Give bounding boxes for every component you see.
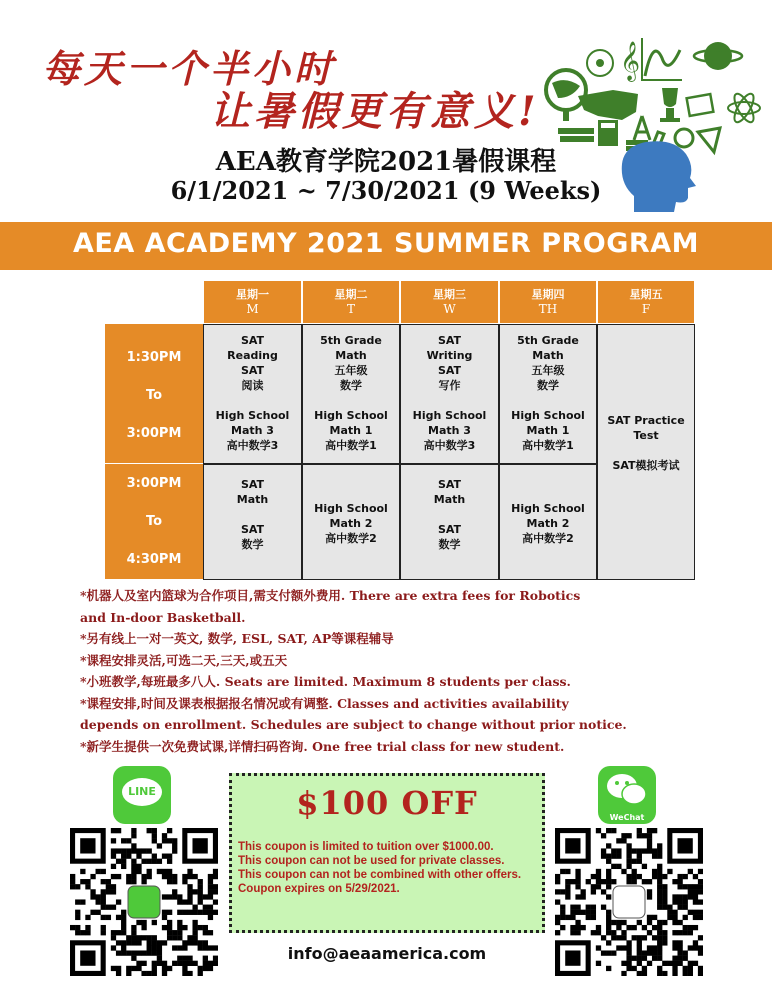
trophy-icon: [662, 88, 678, 107]
class-line: [598, 443, 694, 458]
class-line: High School: [412, 409, 487, 422]
class-line: High School: [511, 409, 585, 422]
slot-start: 3:00PM: [126, 476, 182, 491]
slogan-line-1: 每天一个半小时: [42, 46, 337, 91]
music-note-icon: 𝄞: [620, 41, 641, 81]
class-lines: [500, 501, 596, 546]
class-line: 五年级: [531, 364, 565, 377]
note-line: *小班教学,每班最多八人. Seats are limited. Maximum 8 students per class.: [80, 674, 571, 689]
class-line: 高中数学1: [522, 439, 574, 452]
class-line: SAT: [240, 364, 265, 377]
banner-text: AEA ACADEMY 2021 SUMMER PROGRAM: [73, 228, 699, 259]
class-lines: [500, 333, 596, 453]
class-cell-thu-slot2: [499, 464, 597, 580]
slot-start: 1:30PM: [126, 350, 182, 365]
class-cell-wed-slot1: [400, 324, 499, 464]
day-abbr: M: [246, 302, 259, 316]
schedule-table: [105, 280, 695, 580]
coupon-title: $100 OFF: [296, 784, 478, 822]
class-line: SAT Practice: [607, 414, 685, 427]
class-line: SAT: [437, 478, 462, 491]
class-lines: [401, 333, 498, 453]
class-line: High School: [314, 409, 388, 422]
slot-to: To: [145, 388, 163, 403]
coupon-terms: [238, 840, 538, 896]
class-line: 5th Grade: [320, 334, 382, 347]
coupon-term: This coupon is limited to tuition over $1000.00.: [238, 841, 494, 853]
day-abbr: T: [346, 302, 355, 316]
class-line: 数学: [340, 379, 362, 392]
time-slot-1: [105, 324, 203, 464]
planet-icon: [704, 42, 732, 70]
coupon-term: Coupon expires on 5/29/2021.: [238, 883, 400, 895]
class-line: Math 2: [526, 517, 570, 530]
program-banner: [0, 222, 772, 270]
class-line: Math 1: [329, 424, 373, 437]
class-line: SAT: [240, 478, 265, 491]
class-line: 数学: [438, 538, 461, 551]
class-line: Math: [335, 349, 367, 362]
slot-end: 4:30PM: [126, 552, 182, 567]
slot-end: 3:00PM: [126, 426, 182, 441]
class-line: [401, 393, 498, 408]
class-line: 五年级: [334, 364, 368, 377]
day-abbr: W: [443, 302, 456, 316]
program-notes: [80, 585, 750, 757]
atom-icon: [728, 91, 760, 125]
class-line: 高中数学2: [325, 532, 377, 545]
class-line: Math 3: [428, 424, 471, 437]
class-cell-wed-slot2: [400, 464, 499, 580]
slogan-line-2: 让暑假更有意义!: [210, 88, 540, 135]
class-cell-thu-slot1: [499, 324, 597, 464]
class-line: Math 2: [329, 517, 373, 530]
class-line: [204, 507, 301, 522]
class-line: 阅读: [241, 379, 264, 392]
day-name: 星期五: [629, 288, 663, 301]
board-icon: [687, 94, 714, 116]
note-line: *新学生提供一次免费试课,详情扫码咨询. One free trial class for new student.: [80, 738, 565, 754]
day-name: 星期三: [433, 288, 466, 301]
class-line: SAT模拟考试: [612, 459, 680, 472]
program-dates: 6/1/2021 ~ 7/30/2021 (9 Weeks): [170, 176, 602, 205]
wechat-label: WeChat: [609, 813, 645, 822]
class-line: High School: [314, 502, 388, 515]
time-slot-2: [105, 464, 203, 580]
note-line: *课程安排,时间及课表根据报名情况或有调整. Classes and activities availability: [80, 695, 569, 711]
class-line: 数学: [537, 379, 559, 392]
contact-email[interactable]: info@aeaamerica.com: [287, 944, 487, 963]
class-line: SAT: [240, 523, 265, 536]
class-lines: [204, 333, 301, 453]
class-line: Math: [236, 493, 269, 506]
books-icon: [558, 128, 594, 134]
class-cell-tue-slot1: [302, 324, 400, 464]
class-line: Writing: [426, 349, 473, 362]
line-label: LINE: [122, 778, 162, 806]
class-line: 高中数学3: [226, 439, 279, 452]
class-line: 高中数学3: [423, 439, 476, 452]
class-line: High School: [511, 502, 585, 515]
class-line: 高中数学2: [522, 532, 574, 545]
class-line: [204, 393, 301, 408]
day-name: 星期四: [531, 288, 565, 301]
day-header-wednesday: [400, 280, 499, 324]
class-line: 写作: [438, 379, 461, 392]
class-line: 5th Grade: [517, 334, 579, 347]
note-line: depends on enrollment. Schedules are subject to change without prior notice.: [80, 717, 627, 732]
coupon-term: This coupon can not be combined with other offers.: [238, 869, 522, 881]
class-cell-tue-slot2: [302, 464, 400, 580]
class-cell-mon-slot1: [203, 324, 302, 464]
class-cell-mon-slot2: [203, 464, 302, 580]
class-lines: [303, 333, 399, 453]
note-line: *课程安排灵活,可选二天,三天,或五天: [80, 652, 288, 668]
note-line: and In-door Basketball.: [80, 609, 246, 625]
day-header-friday: [597, 280, 695, 324]
program-title: AEA教育学院2021暑假课程: [215, 147, 557, 177]
class-lines: [598, 413, 694, 473]
day-header-thursday: [499, 280, 597, 324]
wechat-app-icon[interactable]: [598, 766, 656, 824]
wechat-qr-code[interactable]: [555, 828, 703, 976]
class-line: SAT: [437, 523, 462, 536]
class-line: 数学: [241, 538, 264, 551]
day-name: 星期二: [334, 288, 368, 301]
class-line: [500, 393, 596, 408]
class-line: [303, 393, 399, 408]
class-line: Math: [532, 349, 564, 362]
wechat-bubbles-icon: [598, 766, 656, 810]
discount-coupon: [229, 773, 545, 933]
day-abbr: F: [641, 302, 651, 316]
class-line: High School: [215, 409, 290, 422]
line-qr-code[interactable]: [70, 828, 218, 976]
note-line: *另有线上一对一英文, 数学, ESL, SAT, AP等课程辅导: [80, 631, 394, 646]
line-app-icon[interactable]: [113, 766, 171, 824]
class-lines: [204, 477, 301, 552]
coupon-term: This coupon can not be used for private classes.: [238, 855, 505, 867]
day-header-monday: [203, 280, 302, 324]
class-cell-fri: [597, 324, 695, 580]
class-line: Test: [633, 429, 659, 442]
class-line: 高中数学1: [325, 439, 377, 452]
class-line: SAT: [240, 334, 265, 347]
slot-to: To: [145, 514, 163, 529]
class-lines: [303, 501, 399, 546]
day-abbr: TH: [538, 302, 558, 316]
note-line: *机器人及室内篮球为合作项目,需支付额外费用. There are extra fees for Robotics: [80, 588, 581, 603]
class-line: Math 1: [526, 424, 570, 437]
class-line: Math: [433, 493, 466, 506]
day-name: 星期一: [236, 288, 269, 301]
class-lines: [401, 477, 498, 552]
day-header-tuesday: [302, 280, 400, 324]
class-line: Reading: [227, 349, 278, 362]
class-line: SAT: [437, 364, 462, 377]
class-line: SAT: [437, 334, 462, 347]
class-line: [401, 507, 498, 522]
class-line: Math 3: [231, 424, 274, 437]
map-icon: [578, 90, 638, 120]
compass-icon: [634, 116, 650, 140]
